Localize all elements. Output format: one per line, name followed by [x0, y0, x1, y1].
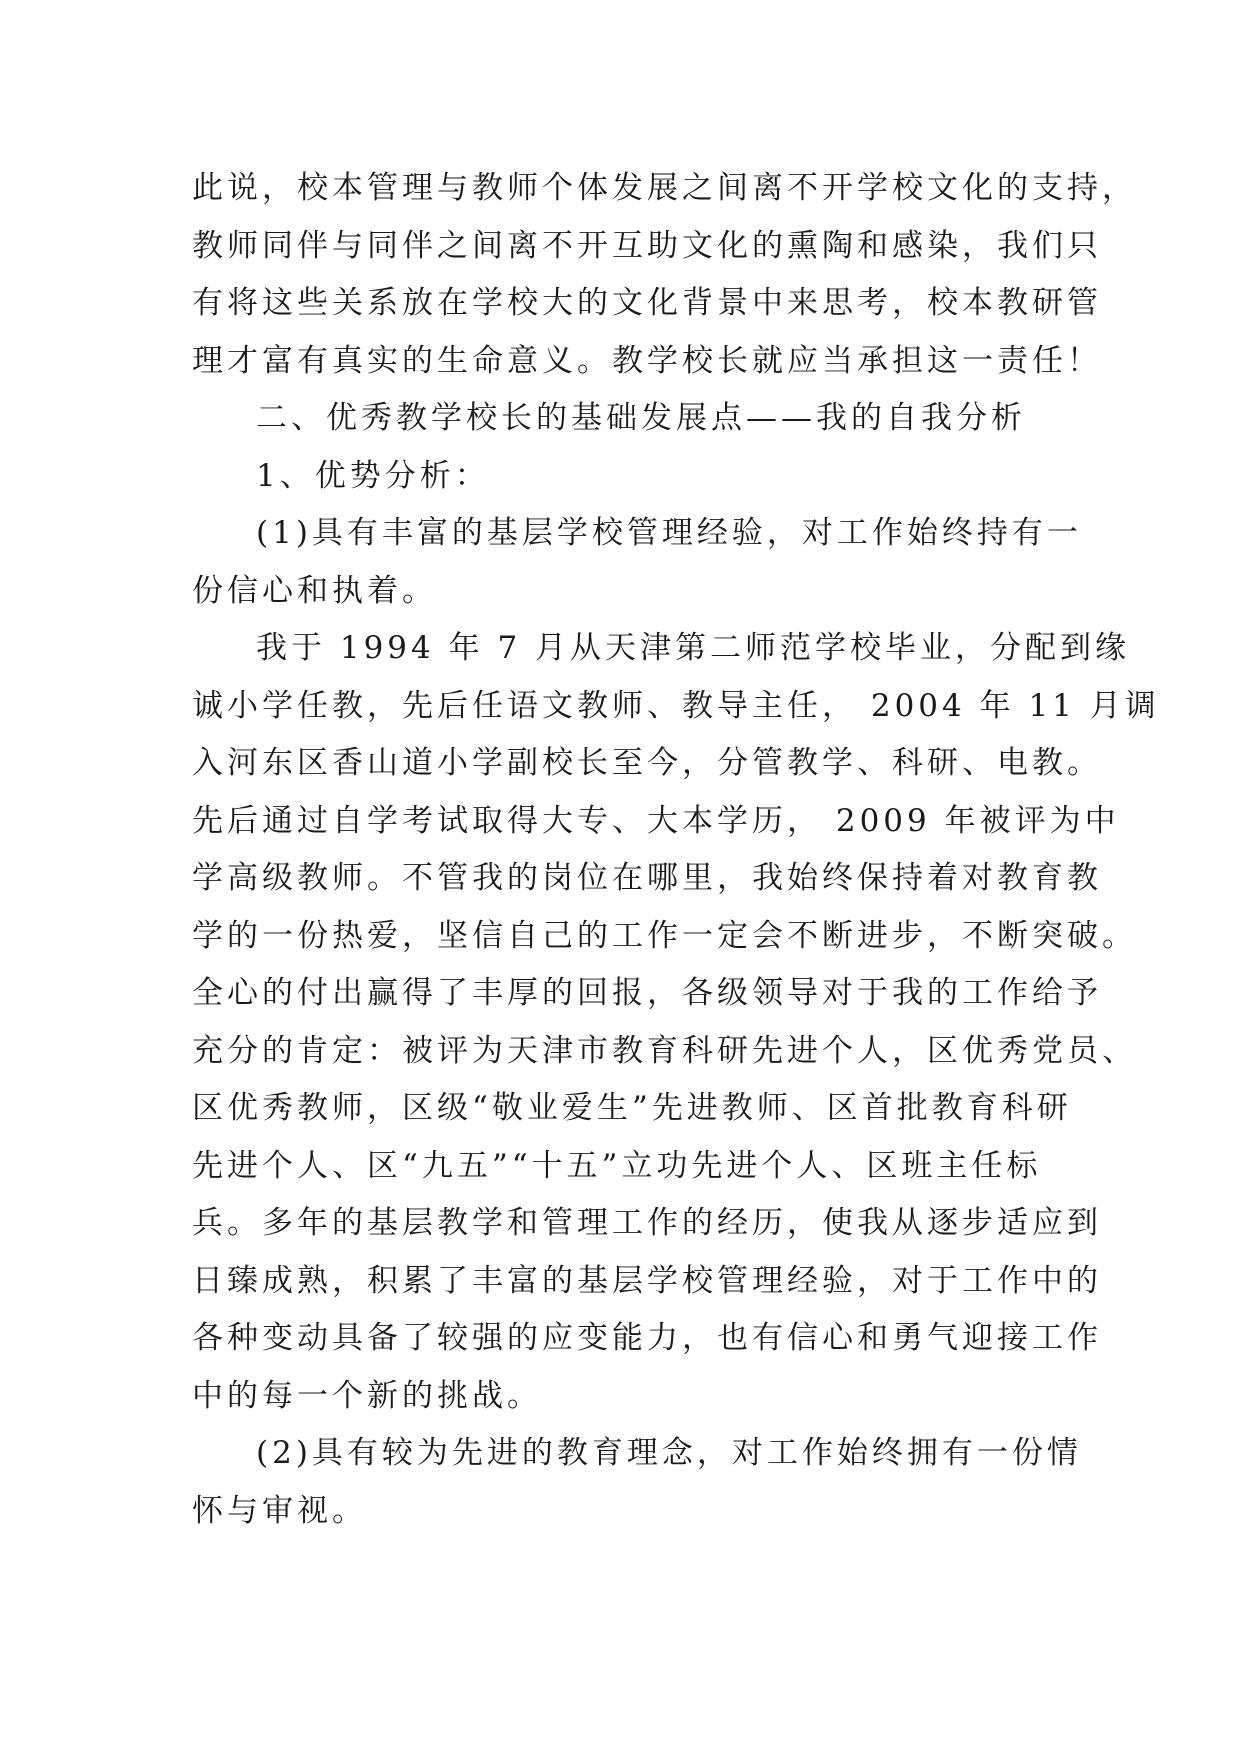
text-line: 有将这些关系放在学校大的文化背景中来思考，校本教研管	[192, 285, 1102, 321]
text-line: 先进个人、区“九五”“十五”立功先进个人、区班主任标	[192, 1147, 1042, 1184]
text-line: 入河东区香山道小学副校长至今，分管教学、科研、电教。	[192, 745, 1102, 781]
text-line: 诚小学任教，先后任语文教师、教导主任， 2004 年 11 月调	[192, 687, 1160, 724]
text-line: 区优秀教师，区级“敬业爱生”先进教师、区首批教育科研	[192, 1090, 1072, 1126]
text-line: 先后通过自学考试取得大专、大本学历， 2009 年被评为中	[192, 802, 1120, 839]
text-line: 充分的肯定：被评为天津市教育科研先进个人，区优秀党员、	[192, 1032, 1137, 1069]
text-line: 份信心和执着。	[192, 572, 437, 609]
text-line: 兵。多年的基层教学和管理工作的经历，使我从逐步适应到	[192, 1205, 1102, 1241]
text-line: 怀与审视。	[192, 1492, 367, 1529]
text-line: 各种变动具备了较强的应变能力，也有信心和勇气迎接工作	[192, 1320, 1102, 1356]
text-line: 学的一份热爱，坚信自己的工作一定会不断进步，不断突破。	[192, 917, 1137, 954]
text-line: 学高级教师。不管我的岗位在哪里，我始终保持着对教育教	[192, 860, 1102, 896]
subsection-heading: 1、优势分析：	[256, 457, 490, 494]
text-line: 日臻成熟，积累了丰富的基层学校管理经验，对于工作中的	[192, 1262, 1102, 1299]
text-line: 教师同伴与同伴之间离不开互助文化的熏陶和感染，我们只	[192, 227, 1102, 264]
text-line: 理才富有真实的生命意义。教学校长就应当承担这一责任！	[192, 342, 1102, 379]
text-line: 此说，校本管理与教师个体发展之间离不开学校文化的支持，	[192, 170, 1137, 206]
text-line: 中的每一个新的挑战。	[192, 1377, 542, 1414]
document-page	[192, 160, 1160, 1540]
text-line: (2)具有较为先进的教育理念，对工作始终拥有一份情	[256, 1435, 1082, 1471]
text-line: 我于 1994 年 7 月从天津第二师范学校毕业，分配到缘	[256, 630, 1131, 666]
text-line: 全心的付出赢得了丰厚的回报，各级领导对于我的工作给予	[192, 975, 1102, 1011]
section-heading: 二、优秀教学校长的基础发展点——我的自我分析	[256, 400, 1026, 436]
text-line: (1)具有丰富的基层学校管理经验，对工作始终持有一	[256, 515, 1082, 551]
